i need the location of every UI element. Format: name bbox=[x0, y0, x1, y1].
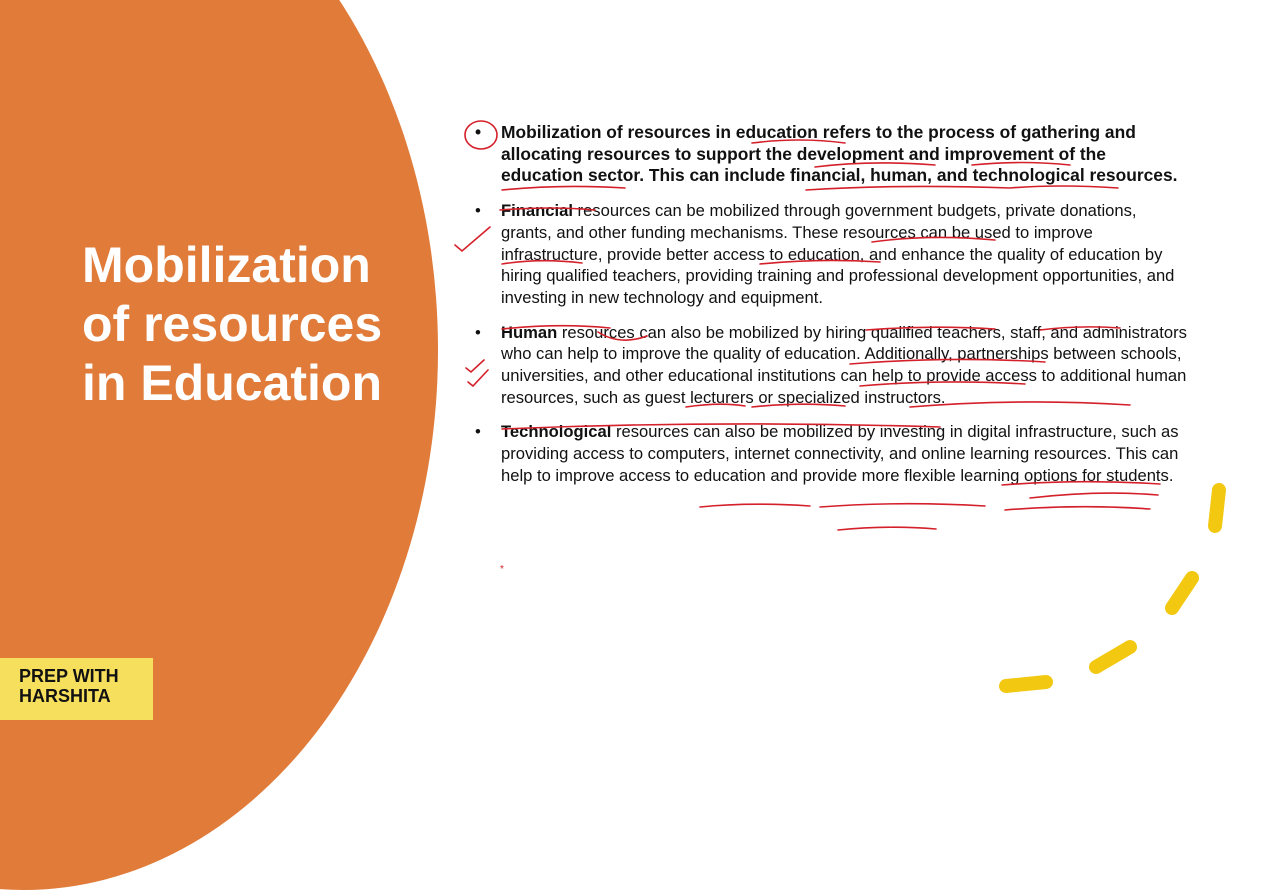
bullet-lead: Human bbox=[501, 322, 558, 342]
bullet-text: Mobilization of resources in education refers to the process of gathering and allocating resources to support the development and improvement of the education sector. This can include financial, human, and technological resources. bbox=[501, 122, 1178, 186]
underline-annotation bbox=[820, 504, 985, 507]
highlight-dashes bbox=[1006, 490, 1219, 686]
brand-badge: PREP WITH HARSHITA bbox=[0, 658, 153, 720]
underline-annotation bbox=[838, 527, 936, 530]
bullet-technological bbox=[475, 421, 1190, 486]
bullet-intro bbox=[475, 122, 1190, 187]
highlight-dash bbox=[1172, 578, 1192, 608]
bullet-text: resources can also be mobilized by hiring qualified teachers, staff, and administrators who can help to improve the quality of education. Additionally, partnerships between schools, universities, and other educational institutions can help to provide access to additional human resources, such as guest lecturers or specialized instructors. bbox=[501, 322, 1187, 407]
bullet-financial bbox=[475, 200, 1190, 309]
bullet-dot: • bbox=[475, 201, 481, 221]
bullet-dot: • bbox=[475, 322, 481, 342]
orange-circle-background bbox=[0, 0, 438, 890]
bullet-text: resources can also be mobilized by investing in digital infrastructure, such as providing access to computers, internet connectivity, and online learning resources. This can help to improve access to education and provide more flexible learning options for students. bbox=[501, 422, 1179, 485]
highlight-dash bbox=[1215, 490, 1219, 526]
pen-mark: * bbox=[500, 564, 504, 575]
bullet-dot: • bbox=[475, 122, 482, 142]
underline-annotation bbox=[1005, 507, 1150, 510]
highlight-dash bbox=[1006, 682, 1046, 686]
slide-title: Mobilization of resources in Education bbox=[82, 237, 383, 411]
bullet-text: resources can be mobilized through government budgets, private donations, grants, and other funding mechanisms. These resources can be used to improve infrastructure, provide better access to education, and enhance the quality of education by hiring qualified teachers, providing training and professional development opportunities, and investing in new technology and equipment. bbox=[501, 201, 1175, 307]
underline-annotation bbox=[700, 504, 810, 507]
bullet-lead: Financial bbox=[501, 201, 573, 221]
bullet-dot: • bbox=[475, 422, 481, 442]
highlight-dash bbox=[1096, 647, 1130, 667]
bullet-list bbox=[475, 122, 1190, 500]
bullet-human bbox=[475, 322, 1190, 409]
bullet-lead: Technological bbox=[501, 422, 612, 442]
